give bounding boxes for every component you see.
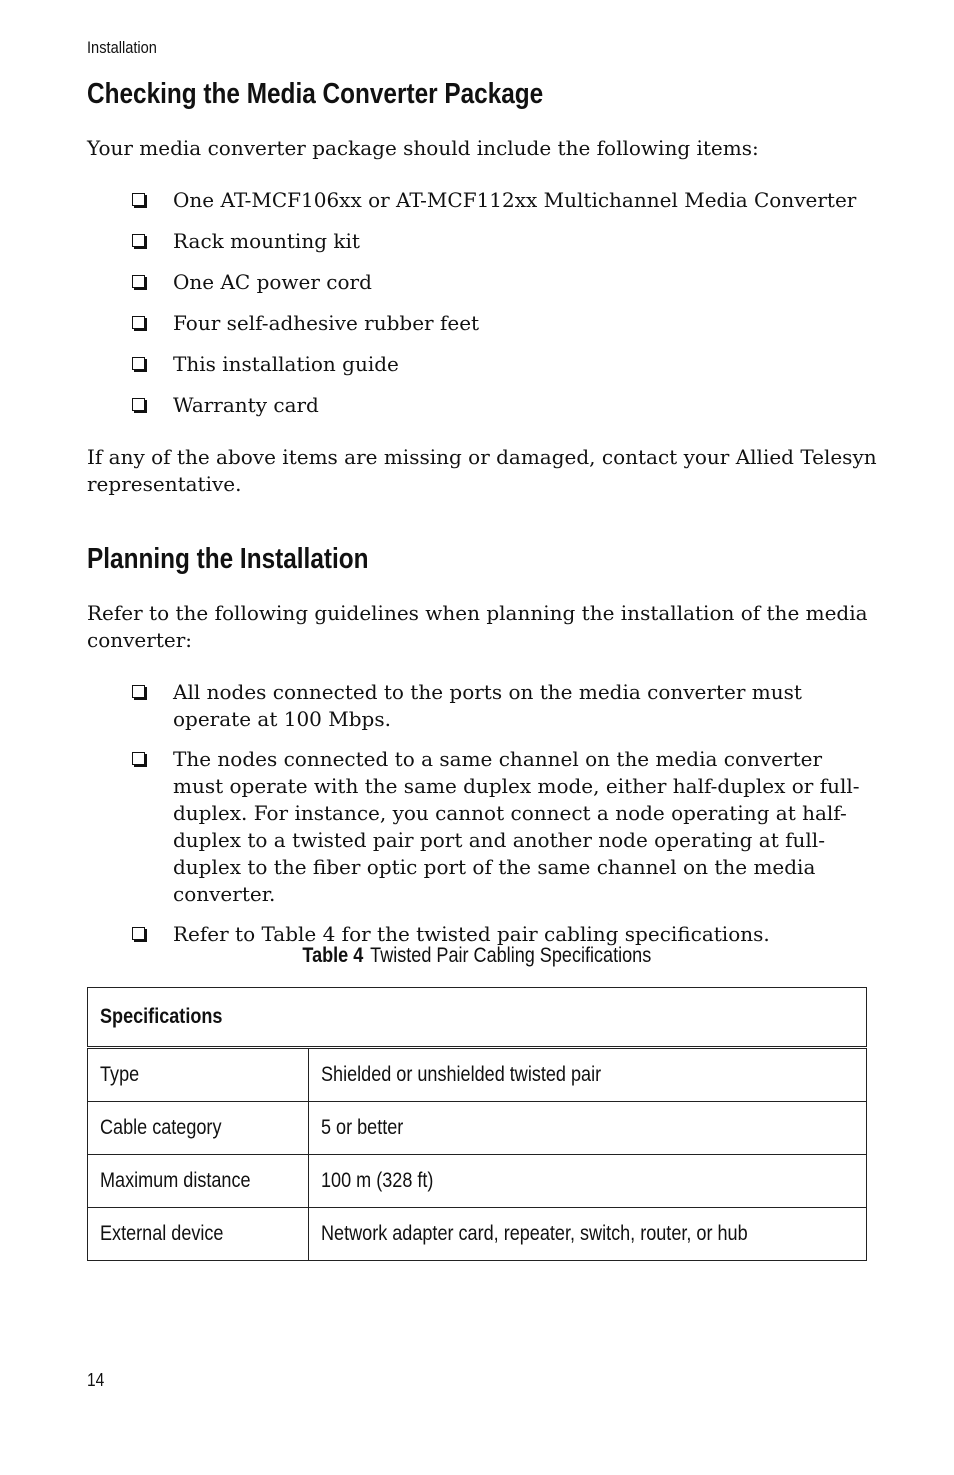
checklist-item-text: This installation guide	[173, 352, 399, 376]
checklist-item	[130, 351, 868, 378]
table-row	[88, 1208, 867, 1261]
checkbox-icon	[132, 927, 145, 940]
checkbox-icon	[132, 234, 145, 247]
checklist-item-text: Four self-adhesive rubber feet	[173, 311, 480, 335]
checklist-item	[130, 746, 868, 908]
spec-value: Shielded or unshielded twisted pair	[321, 1063, 602, 1086]
checkbox-icon	[132, 357, 145, 370]
checklist-item	[130, 392, 868, 419]
checklist-item	[130, 269, 868, 296]
table-caption-label: Table 4	[302, 944, 364, 967]
checklist-item	[130, 187, 868, 214]
specifications-table	[87, 987, 867, 1261]
section-heading-package: Checking the Media Converter Package	[87, 78, 544, 110]
checkbox-icon	[132, 275, 145, 288]
spec-value: 100 m (328 ft)	[321, 1169, 434, 1192]
checklist-item	[130, 228, 868, 255]
running-head: Installation	[87, 38, 157, 57]
spec-name-cell	[88, 1048, 309, 1102]
spec-name-cell	[88, 1102, 309, 1155]
spec-value-cell	[309, 1208, 867, 1261]
page-number: 14	[87, 1370, 105, 1390]
checkbox-icon	[132, 193, 145, 206]
checklist-item-text: One AC power cord	[173, 270, 372, 294]
spec-value: Network adapter card, repeater, switch, router, or hub	[321, 1222, 748, 1245]
table-caption	[0, 944, 954, 968]
spec-name: Cable category	[100, 1116, 222, 1139]
checklist-item-text: Refer to Table 4 for the twisted pair cabling specifications.	[173, 922, 770, 946]
checklist-item-text: Warranty card	[173, 393, 319, 417]
table-header-cell	[88, 988, 867, 1048]
checklist-item-text: The nodes connected to a same channel on the media converter must operate with the same duplex mode, either half-duplex or full-duplex. For instance, you cannot connect a node operating at half-duplex to a twisted pair port and another node operating at full-duplex to the fiber optic port of the same channel on the media converter.	[173, 747, 860, 906]
table-row	[88, 1102, 867, 1155]
spec-name-cell	[88, 1155, 309, 1208]
spec-name: External device	[100, 1222, 224, 1245]
checkbox-icon	[132, 752, 145, 765]
planning-intro: Refer to the following guidelines when planning the installation of the media converter:	[87, 601, 868, 652]
checklist-item	[130, 310, 868, 337]
checkbox-icon	[132, 398, 145, 411]
planning-checklist	[130, 679, 868, 948]
package-intro: Your media converter package should include the following items:	[87, 136, 759, 160]
section-heading-planning: Planning the Installation	[87, 543, 369, 575]
table-header-row	[88, 988, 867, 1048]
table-row	[88, 1155, 867, 1208]
spec-value-cell	[309, 1102, 867, 1155]
spec-name: Maximum distance	[100, 1169, 251, 1192]
checklist-item-text: One AT-MCF106xx or AT-MCF112xx Multichannel Media Converter	[173, 188, 857, 212]
checkbox-icon	[132, 316, 145, 329]
spec-name: Type	[100, 1063, 140, 1086]
spec-value-cell	[309, 1155, 867, 1208]
checkbox-icon	[132, 685, 145, 698]
checklist-item	[130, 679, 868, 733]
checklist-item-text: All nodes connected to the ports on the media converter must operate at 100 Mbps.	[173, 680, 802, 731]
package-checklist	[130, 187, 868, 419]
spec-value-cell	[309, 1048, 867, 1102]
missing-items-note: If any of the above items are missing or damaged, contact your Allied Telesyn representative.	[87, 445, 877, 496]
table-caption-title: Twisted Pair Cabling Specifications	[370, 944, 652, 967]
spec-value: 5 or better	[321, 1116, 404, 1139]
spec-name-cell	[88, 1208, 309, 1261]
checklist-item-text: Rack mounting kit	[173, 229, 360, 253]
table-row	[88, 1048, 867, 1102]
table-header-text: Specifications	[100, 1005, 223, 1028]
